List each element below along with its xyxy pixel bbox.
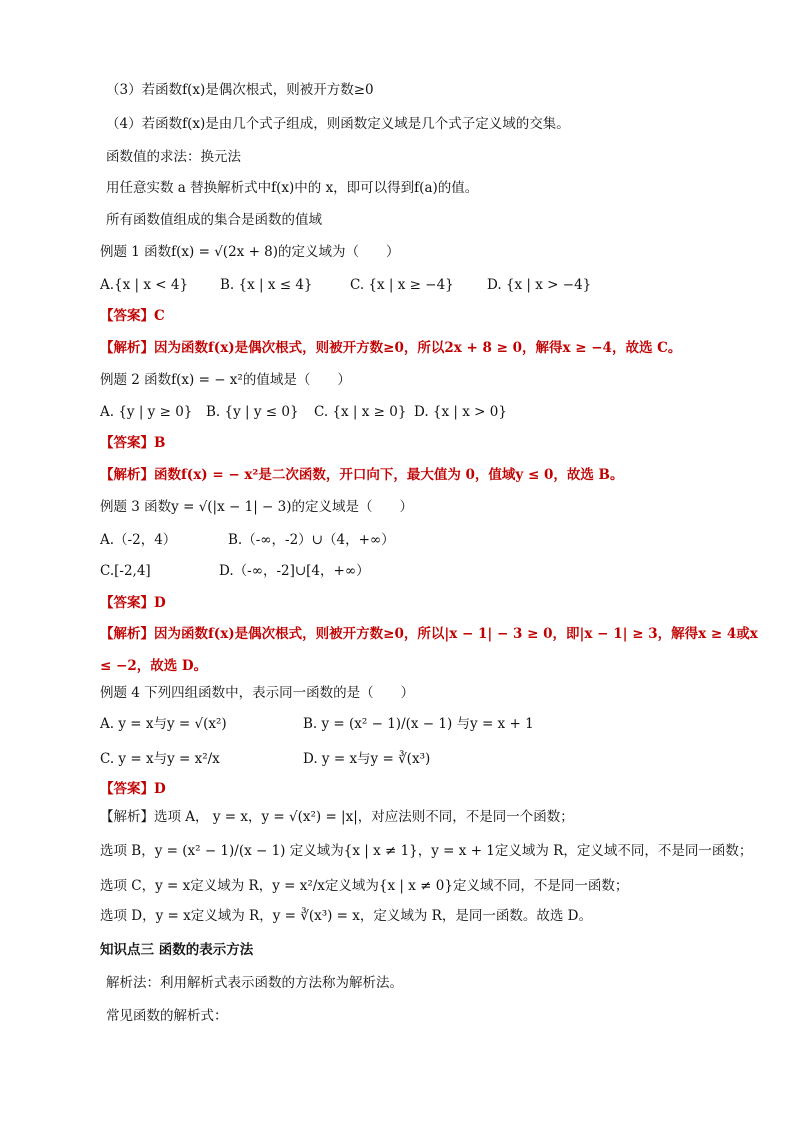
example-4-option-a: A. y = x与y = √(x²): [100, 716, 227, 732]
example-3-explanation-2: ≤ −2，故选 D。: [100, 658, 208, 674]
example-2-explanation: 【解析】函数f(x) = − x²是二次函数，开口向下，最大值为 0，值域y ≤ 0，故选 B。: [100, 467, 624, 483]
example-3-option-b: B.（-∞，-2）∪（4，+∞）: [228, 532, 395, 548]
example-1-answer: 【答案】C: [100, 308, 165, 324]
example-1-question: 例题 1 函数f(x) = √(2x + 8)的定义域为（ ）: [100, 244, 400, 260]
example-4-answer: 【答案】D: [100, 781, 166, 797]
line-5: 所有函数值组成的集合是函数的值域: [106, 212, 322, 228]
section-paragraph-2: 常见函数的解析式：: [106, 1008, 228, 1024]
line-2: （4）若函数f(x)是由几个式子组成，则函数定义域是几个式子定义域的交集。: [106, 116, 570, 132]
example-1-option-c: C. {x | x ≥ −4}: [350, 277, 454, 293]
example-1-option-a: A.{x | x < 4}: [100, 277, 189, 293]
example-4-option-d: D. y = x与y = ∛(x³): [303, 751, 431, 767]
example-3-answer: 【答案】D: [100, 595, 166, 611]
example-4-explanation-2: 选项 B，y = (x² − 1)/(x − 1) 定义域为{x | x ≠ 1}，y = x + 1定义域为 R，定义域不同，不是同一函数；: [100, 843, 753, 859]
example-4-question: 例题 4 下列四组函数中，表示同一函数的是（ ）: [100, 685, 415, 701]
line-4: 用任意实数 a 替换解析式中f(x)中的 x，即可以得到f(a)的值。: [106, 180, 479, 196]
section-paragraph-1: 解析法：利用解析式表示函数的方法称为解析法。: [106, 975, 403, 991]
example-3-option-c: C.[-2,4]: [100, 563, 151, 579]
example-3-explanation-1: 【解析】因为函数f(x)是偶次根式，则被开方数≥0，所以|x − 1| − 3 ≥ 0，即|x − 1| ≥ 3，解得x ≥ 4或x: [100, 626, 758, 642]
example-2-answer: 【答案】B: [100, 435, 166, 451]
example-2-question: 例题 2 函数f(x) = − x²的值域是（ ）: [100, 372, 351, 388]
example-4-option-b: B. y = (x² − 1)/(x − 1) 与y = x + 1: [303, 716, 534, 732]
example-3-option-a: A.（-2，4）: [100, 532, 177, 548]
example-4-explanation-1: 【解析】选项 A， y = x，y = √(x²) = |x|，对应法则不同，不是同一个函数；: [100, 809, 574, 825]
example-2-option-a: A. {y | y ≥ 0}: [100, 404, 193, 420]
example-3-question: 例题 3 函数y = √(|x − 1| − 3)的定义域是（ ）: [100, 499, 414, 515]
example-2-option-c: C. {x | x ≥ 0}: [314, 404, 407, 420]
example-4-option-c: C. y = x与y = x²/x: [100, 751, 220, 767]
line-1: （3）若函数f(x)是偶次根式，则被开方数≥0: [106, 82, 374, 98]
example-1-option-b: B. {x | x ≤ 4}: [220, 277, 313, 293]
example-4-explanation-3: 选项 C，y = x定义域为 R，y = x²/x定义域为{x | x ≠ 0}定义域不同，不是同一函数；: [100, 878, 629, 894]
example-4-explanation-4: 选项 D，y = x定义域为 R，y = ∛(x³) = x，定义域为 R，是同一函数。故选 D。: [100, 908, 592, 924]
example-1-explanation: 【解析】因为函数f(x)是偶次根式，则被开方数≥0，所以2x + 8 ≥ 0，解得x ≥ −4，故选 C。: [100, 340, 682, 356]
example-2-option-b: B. {y | y ≤ 0}: [206, 404, 299, 420]
example-1-option-d: D. {x | x > −4}: [487, 277, 592, 293]
section-title: 知识点三 函数的表示方法: [100, 942, 254, 958]
example-2-option-d: D. {x | x > 0}: [414, 404, 507, 420]
line-3: 函数值的求法：换元法: [106, 149, 241, 165]
example-3-option-d: D.（-∞，-2]∪[4，+∞）: [219, 563, 370, 579]
